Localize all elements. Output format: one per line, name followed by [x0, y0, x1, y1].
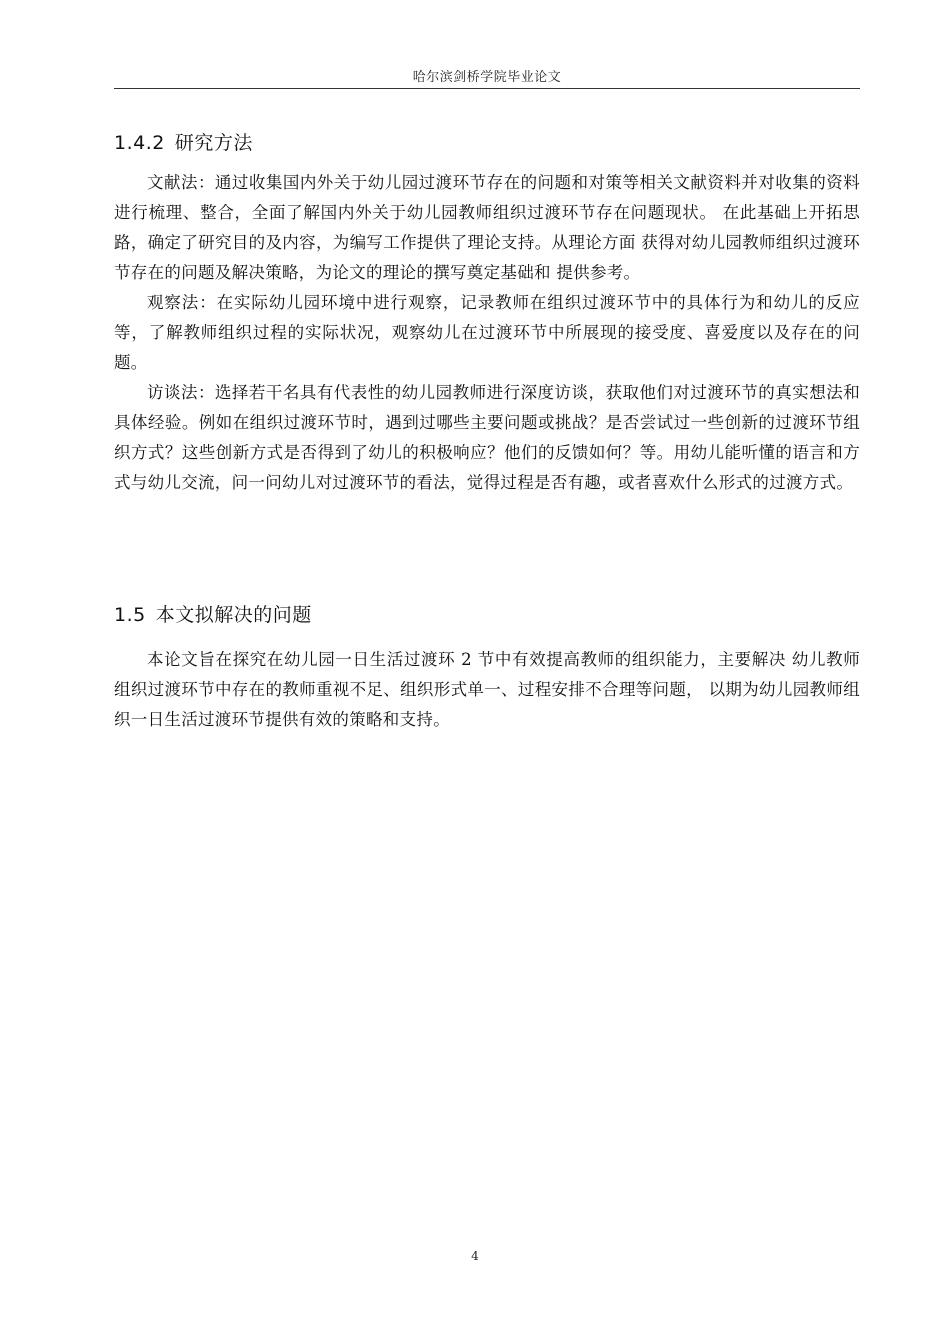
- heading: [114, 128, 860, 155]
- section-heading-1-5: [114, 600, 860, 627]
- heading-number: 1.4.2: [114, 132, 165, 154]
- section-body-1-5: [114, 645, 860, 735]
- paragraph-observation-method: 观察法：在实际幼儿园环境中进行观察，记录教师在组织过渡环节中的具体行为和幼儿的反应等，了解教师组织过程的实际状况，观察幼儿在过渡环节中所展现的接受度、喜爱度以及存在的问题。: [114, 293, 860, 372]
- running-header: 哈尔滨剑桥学院毕业论文: [412, 70, 562, 85]
- paragraph-research-problem: 本论文旨在探究在幼儿园一日生活过渡环 2 节中有效提高教师的组织能力，主要解决 幼儿教师组织过渡环节中存在的教师重视不足、组织形式单一、过程安排不合理等问题， 以期为幼儿园教师组织一日生活过渡环节提供有效的策略和支持。: [114, 650, 860, 729]
- header-divider: [114, 88, 860, 89]
- heading-title: 本文拟解决的问题: [155, 604, 312, 626]
- section-body-1-4-2: [114, 168, 860, 498]
- section-heading-1-4-2: [114, 128, 860, 155]
- heading-number: 1.5: [114, 604, 146, 626]
- paragraph-interview-method: 访谈法：选择若干名具有代表性的幼儿园教师进行深度访谈，获取他们对过渡环节的真实想法和具体经验。例如在组织过渡环节时，遇到过哪些主要问题或挑战？是否尝试过一些创新的过渡环节组织方式？这些创新方式是否得到了幼儿的积极响应？他们的反馈如何？等。用幼儿能听懂的语言和方式与幼儿交流，问一问幼儿对过渡环节的看法，觉得过程是否有趣，或者喜欢什么形式的过渡方式。: [114, 383, 860, 492]
- heading-title: 研究方法: [174, 132, 253, 154]
- heading: [114, 600, 860, 627]
- page-number: 4: [471, 1249, 479, 1263]
- paragraph-literature-method: 文献法：通过收集国内外关于幼儿园过渡环节存在的问题和对策等相关文献资料并对收集的资料进行梳理、整合，全面了解国内外关于幼儿园教师组织过渡环节存在问题现状。 在此基础上开拓思路，确定了研究目的及内容，为编写工作提供了理论支持。从理论方面 获得对幼儿园教师组织过渡环节存在的问题及解决策略，为论文的理论的撰写奠定基础和 提供参考。: [114, 173, 860, 282]
